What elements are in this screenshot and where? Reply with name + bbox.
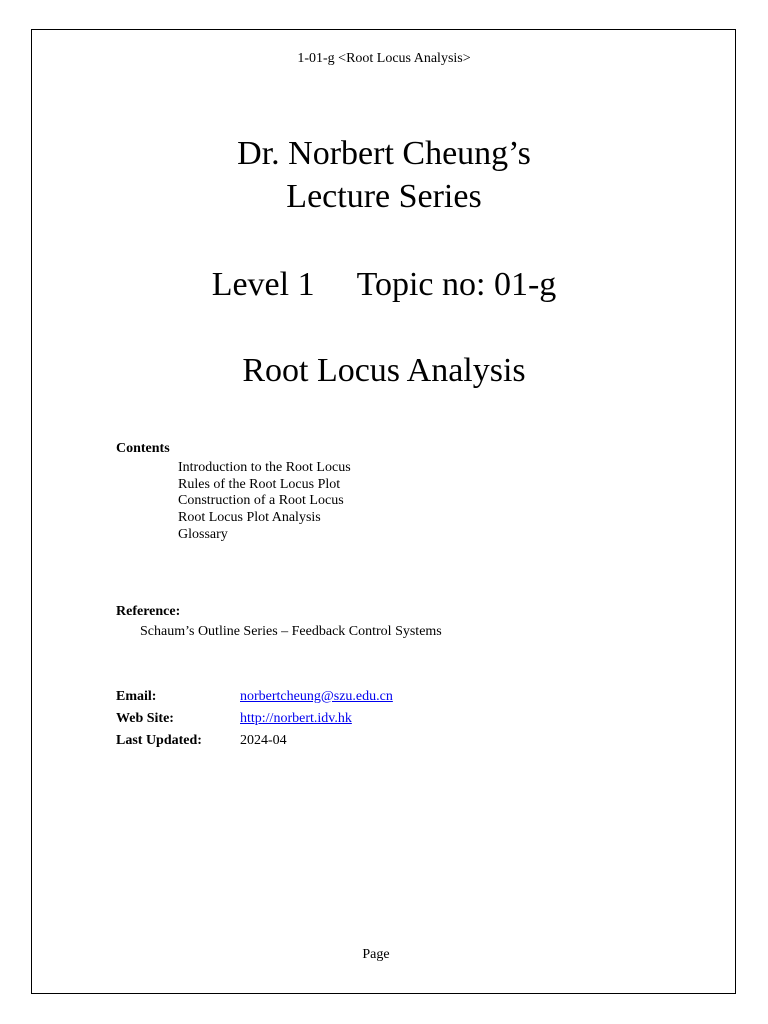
level-label: Level 1 xyxy=(211,266,315,303)
contents-item: Root Locus Plot Analysis xyxy=(178,510,321,526)
reference-text: Schaum’s Outline Series – Feedback Control Systems xyxy=(140,624,442,639)
lecture-series-title-line1: Dr. Norbert Cheung’s xyxy=(237,135,531,172)
reference-heading: Reference: xyxy=(116,604,181,619)
page-footer: Page xyxy=(362,947,390,962)
contents-item: Rules of the Root Locus Plot xyxy=(178,476,341,492)
last-updated-label: Last Updated: xyxy=(116,733,202,748)
level-topic-line xyxy=(0,268,768,302)
email-link[interactable]: norbertcheung@szu.edu.cn xyxy=(240,689,393,704)
website-label: Web Site: xyxy=(116,711,174,726)
lecture-series-title-line2: Lecture Series xyxy=(286,178,482,215)
contents-heading: Contents xyxy=(116,441,170,456)
website-link[interactable]: http://norbert.idv.hk xyxy=(240,711,352,726)
email-label: Email: xyxy=(116,689,157,704)
running-header: 1-01-g <Root Locus Analysis> xyxy=(297,51,471,66)
page-border xyxy=(31,29,736,994)
contents-list xyxy=(178,460,351,544)
topic-number-label: Topic no: 01-g xyxy=(356,266,557,303)
last-updated-value: 2024-04 xyxy=(240,733,287,748)
contents-item: Introduction to the Root Locus xyxy=(178,460,351,475)
contents-item: Construction of a Root Locus xyxy=(178,493,344,509)
topic-title: Root Locus Analysis xyxy=(242,352,526,389)
contents-item: Glossary xyxy=(178,526,228,542)
